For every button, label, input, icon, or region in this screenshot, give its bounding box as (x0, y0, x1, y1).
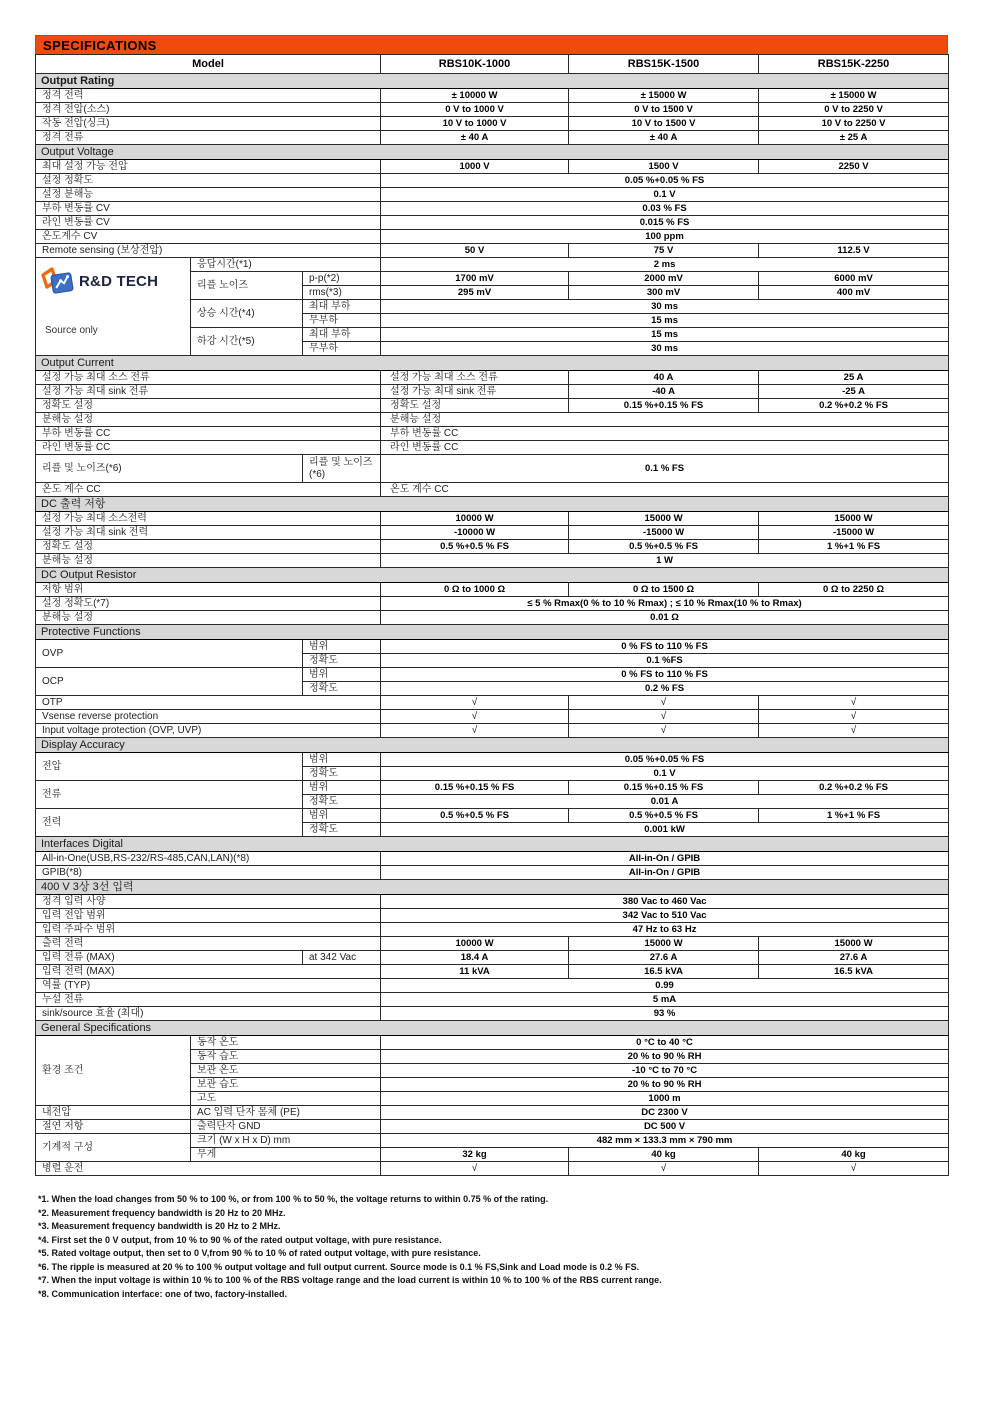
check-mark-value: √ (569, 710, 759, 724)
row-label: 저항 범위 (36, 583, 381, 597)
table-row (36, 1007, 949, 1021)
table-row (36, 1036, 949, 1050)
check-mark-value: √ (759, 696, 949, 710)
sub-row-label: 보관 습도 (191, 1078, 381, 1092)
row-label: 정격 전류 (36, 131, 381, 145)
row-label: 설정 가능 최대 sink 전류 (36, 385, 381, 399)
check-mark-value: √ (381, 724, 569, 738)
table-row (36, 103, 949, 117)
sub-row-label: 출력단자 GND (191, 1120, 381, 1134)
table-row (36, 455, 949, 483)
spec-value: 0.15 %+0.15 % FS (569, 399, 759, 413)
model-column-header: RBS10K-1000 (381, 55, 569, 74)
table-row (36, 724, 949, 738)
spec-value: -15000 W (759, 526, 949, 540)
section-header: DC 출력 저항 (36, 497, 949, 512)
sub-row-label: rms(*3) (303, 286, 381, 300)
row-label: 부하 변동률 CV (36, 202, 381, 216)
table-row (36, 427, 949, 441)
table-row (36, 696, 949, 710)
row-label: 누설 전류 (36, 993, 381, 1007)
spec-value: 0 Ω to 1500 Ω (569, 583, 759, 597)
row-label: 온도계수 CV (36, 230, 381, 244)
spec-value: 15000 W (569, 937, 759, 951)
section-header: General Specifications (36, 1021, 949, 1036)
spec-value: 20 % to 90 % RH (381, 1078, 949, 1092)
sub-row-label: 범위 (303, 753, 381, 767)
section-header-row (36, 880, 949, 895)
table-row (36, 895, 949, 909)
sub-row-label: 최대 부하 (303, 328, 381, 342)
spec-value: 1 %+1 % FS (759, 809, 949, 823)
table-row (36, 526, 949, 540)
spec-value: 40 A (569, 371, 759, 385)
row-label: 정확도 설정 (36, 540, 381, 554)
table-row (36, 540, 949, 554)
sub-row-label: 최대 부하 (303, 300, 381, 314)
spec-value: ± 40 A (381, 131, 569, 145)
spec-value: ≤ 5 % Rmax(0 % to 10 % Rmax) ; ≤ 10 % Rmax(10 % to Rmax) (381, 597, 949, 611)
row-label: 설정 정확도 (36, 174, 381, 188)
table-row (36, 258, 949, 272)
spec-value: 15000 W (759, 512, 949, 526)
spec-value: 50 V (381, 244, 569, 258)
footnote-line: *8. Communication interface: one of two, factory-installed. (38, 1288, 288, 1299)
row-label: 정확도 설정 (36, 399, 381, 413)
sub-row-label: 범위 (303, 781, 381, 795)
spec-value: ± 15000 W (569, 89, 759, 103)
spec-value: 0.15 %+0.15 % FS (381, 781, 569, 795)
spec-value: 2000 mV (569, 272, 759, 286)
spec-value: 1000 m (381, 1092, 949, 1106)
spec-value: DC 500 V (381, 1120, 949, 1134)
spec-value: 0.99 (381, 979, 949, 993)
model-column-header: RBS15K-2250 (759, 55, 949, 74)
spec-value: 482 mm × 133.3 mm × 790 mm (381, 1134, 949, 1148)
spec-value: 30 ms (381, 342, 949, 356)
row-label: 정격 전력 (36, 89, 381, 103)
sub-row-label: 하강 시간(*5) (191, 328, 303, 356)
duplicate-row-label: 설정 가능 최대 sink 전류 (381, 385, 569, 399)
duplicate-row-label: 부하 변동률 CC (381, 427, 949, 441)
table-row (36, 399, 949, 413)
table-row (36, 554, 949, 568)
spec-value: 0.1 % FS (381, 455, 949, 483)
sub-row-label: 정확도 (303, 654, 381, 668)
table-row (36, 483, 949, 497)
section-header-row (36, 1021, 949, 1036)
spec-value: ± 25 A (759, 131, 949, 145)
model-column-header: RBS15K-1500 (569, 55, 759, 74)
sub-row-label: 정확도 (303, 823, 381, 837)
check-mark-value: √ (569, 696, 759, 710)
table-row (36, 583, 949, 597)
row-label: 정격 입력 사양 (36, 895, 381, 909)
brand-logo (40, 266, 186, 296)
spec-value: 25 A (759, 371, 949, 385)
spec-value: 0.2 %+0.2 % FS (759, 399, 949, 413)
footnote-line: *2. Measurement frequency bandwidth is 20 Hz to 20 MHz. (38, 1207, 286, 1218)
spec-value: ± 40 A (569, 131, 759, 145)
spec-value: 1700 mV (381, 272, 569, 286)
table-row (36, 512, 949, 526)
spec-value: 1 %+1 % FS (759, 540, 949, 554)
spec-value: 0.01 Ω (381, 611, 949, 625)
table-row (36, 965, 949, 979)
spec-value: 10000 W (381, 512, 569, 526)
sub-row-label: 무부하 (303, 314, 381, 328)
spec-value: 0 V to 1500 V (569, 103, 759, 117)
spec-value: 1000 V (381, 160, 569, 174)
specifications-header: SPECIFICATIONS (35, 35, 948, 54)
row-label: OVP (36, 640, 303, 668)
table-row (36, 89, 949, 103)
sub-row-label: 범위 (303, 809, 381, 823)
spec-value: 1 W (381, 554, 949, 568)
spec-value: 0 °C to 40 °C (381, 1036, 949, 1050)
duplicate-row-label: 온도 계수 CC (381, 483, 949, 497)
spec-value: 112.5 V (759, 244, 949, 258)
sub-row-label: 고도 (191, 1092, 381, 1106)
rd-tech-logo-icon (40, 266, 76, 296)
table-row (36, 597, 949, 611)
row-label: 기계적 구성 (36, 1134, 191, 1162)
section-header-row (36, 74, 949, 89)
spec-value: 16.5 kVA (569, 965, 759, 979)
spec-value: 100 ppm (381, 230, 949, 244)
check-mark-value: √ (759, 710, 949, 724)
spec-value: 10 V to 1500 V (569, 117, 759, 131)
sub-row-label: 정확도 (303, 682, 381, 696)
footnote-line: *7. When the input voltage is within 10 % to 100 % of the RBS voltage range and the load current is within 10 % to 100 % of the RBS current range. (38, 1275, 662, 1285)
row-label: 전류 (36, 781, 303, 809)
spec-value: 342 Vac to 510 Vac (381, 909, 949, 923)
spec-value: DC 2300 V (381, 1106, 949, 1120)
sub-row-label: 크기 (W x H x D) mm (191, 1134, 381, 1148)
spec-value: -10000 W (381, 526, 569, 540)
footnote-line: *1. When the load changes from 50 % to 100 %, or from 100 % to 50 %, the voltage returns to within 0.75 % of the rating. (38, 1194, 549, 1204)
spec-value: 2 ms (381, 258, 949, 272)
check-mark-value: √ (759, 724, 949, 738)
spec-value: 0.5 %+0.5 % FS (381, 809, 569, 823)
table-row (36, 781, 949, 795)
spec-value: 0 % FS to 110 % FS (381, 668, 949, 682)
row-label: 설정 정확도(*7) (36, 597, 381, 611)
table-row (36, 668, 949, 682)
table-row (36, 117, 949, 131)
table-row (36, 909, 949, 923)
spec-value: 10000 W (381, 937, 569, 951)
sub-row-label: AC 입력 단자 몸체 (PE) (191, 1106, 381, 1120)
spec-value: 2250 V (759, 160, 949, 174)
section-header: Output Voltage (36, 145, 949, 160)
sub-row-label: 무부하 (303, 342, 381, 356)
spec-value: 295 mV (381, 286, 569, 300)
row-label: 설정 분해능 (36, 188, 381, 202)
row-label: 출력 전력 (36, 937, 381, 951)
spec-value: 0.5 %+0.5 % FS (381, 540, 569, 554)
check-mark-value: √ (381, 710, 569, 724)
row-label: 입력 전류 (MAX) (36, 951, 303, 965)
spec-value: 15000 W (759, 937, 949, 951)
sub-row-label: 상승 시간(*4) (191, 300, 303, 328)
row-label: 입력 주파수 범위 (36, 923, 381, 937)
row-label: 역률 (TYP) (36, 979, 381, 993)
table-row (36, 710, 949, 724)
brand-name: R&D TECH (79, 272, 159, 290)
section-header-row (36, 497, 949, 512)
row-label: 정격 전압(소스) (36, 103, 381, 117)
sub-row-label: at 342 Vac (303, 951, 381, 965)
spec-value: 15000 W (569, 512, 759, 526)
row-label: 라인 변동률 CV (36, 216, 381, 230)
row-label: Vsense reverse protection (36, 710, 381, 724)
footnote-line: *4. First set the 0 V output, from 10 % to 90 % of the rated output voltage, with pure resistance. (38, 1234, 442, 1245)
brand-logo-cell (36, 258, 191, 356)
table-row (36, 174, 949, 188)
spec-value: 0.03 % FS (381, 202, 949, 216)
row-label: 라인 변동률 CC (36, 441, 381, 455)
table-row (36, 216, 949, 230)
footnote-line: *6. The ripple is measured at 20 % to 100 % output voltage and full output current. Source mode is 0.1 % FS,Sink and Load mode is 0.2 % FS. (38, 1261, 640, 1272)
spec-value: 0.5 %+0.5 % FS (569, 809, 759, 823)
spec-value: 0 V to 2250 V (759, 103, 949, 117)
sub-row-label: 리플 노이즈 (191, 272, 303, 300)
footnote-line: *3. Measurement frequency bandwidth is 20 Hz to 2 MHz. (38, 1221, 281, 1231)
section-header-row (36, 568, 949, 583)
spec-value: 0 % FS to 110 % FS (381, 640, 949, 654)
row-label: 내전압 (36, 1106, 191, 1120)
table-row (36, 809, 949, 823)
section-header-row (36, 356, 949, 371)
row-label: GPIB(*8) (36, 866, 381, 880)
spec-value: 16.5 kVA (759, 965, 949, 979)
row-label: 리플 및 노이즈(*6) (36, 455, 303, 483)
row-label: All-in-One(USB,RS-232/RS-485,CAN,LAN)(*8) (36, 852, 381, 866)
row-label: 분해능 설정 (36, 413, 381, 427)
spec-value: All-in-On / GPIB (381, 866, 949, 880)
footnote-line: *5. Rated voltage output, then set to 0 V,from 90 % to 10 % of rated output voltage, with pure resistance. (38, 1248, 481, 1258)
row-label: 설정 가능 최대 소스 전류 (36, 371, 381, 385)
row-label: 최대 설정 가능 전압 (36, 160, 381, 174)
sub-row-label: 동작 온도 (191, 1036, 381, 1050)
spec-value: 0.015 % FS (381, 216, 949, 230)
spec-value: 0.05 %+0.05 % FS (381, 753, 949, 767)
sub-row-label: 정확도 (303, 767, 381, 781)
check-mark-value: √ (569, 724, 759, 738)
row-label: 온도 계수 CC (36, 483, 381, 497)
row-label: OTP (36, 696, 381, 710)
table-row (36, 385, 949, 399)
row-label: Input voltage protection (OVP, UVP) (36, 724, 381, 738)
row-label: 전압 (36, 753, 303, 781)
table-row (36, 937, 949, 951)
spec-value: All-in-On / GPIB (381, 852, 949, 866)
spec-value: 75 V (569, 244, 759, 258)
spec-value: 0.001 kW (381, 823, 949, 837)
table-row (36, 852, 949, 866)
row-label: 입력 전압 범위 (36, 909, 381, 923)
table-row (36, 230, 949, 244)
spec-value: 0.1 %FS (381, 654, 949, 668)
row-label: sink/source 효율 (최대) (36, 1007, 381, 1021)
spec-value: -25 A (759, 385, 949, 399)
spec-value: -40 A (569, 385, 759, 399)
section-header-row (36, 625, 949, 640)
spec-value: 10 V to 1000 V (381, 117, 569, 131)
table-row (36, 611, 949, 625)
sub-row-label: 정확도 (303, 795, 381, 809)
table-row (36, 202, 949, 216)
row-label: OCP (36, 668, 303, 696)
table-row (36, 753, 949, 767)
table-row (36, 160, 949, 174)
row-label: Remote sensing (보상전압) (36, 244, 381, 258)
source-only-note: Source only (45, 325, 98, 336)
row-label: 절연 저항 (36, 1120, 191, 1134)
row-label: 설정 가능 최대 소스전력 (36, 512, 381, 526)
spec-value: 0.1 V (381, 767, 949, 781)
sub-row-label: 동작 습도 (191, 1050, 381, 1064)
spec-value: 15 ms (381, 328, 949, 342)
row-label: 전력 (36, 809, 303, 837)
section-header: 400 V 3상 3선 입력 (36, 880, 949, 895)
section-header: Output Current (36, 356, 949, 371)
table-row (36, 993, 949, 1007)
duplicate-row-label: 분해능 설정 (381, 413, 949, 427)
row-label: 부하 변동률 CC (36, 427, 381, 441)
section-header: Protective Functions (36, 625, 949, 640)
row-label: 병렬 운전 (36, 1162, 381, 1176)
table-row (36, 55, 949, 74)
section-header: Output Rating (36, 74, 949, 89)
spec-value: 6000 mV (759, 272, 949, 286)
spec-value: ± 10000 W (381, 89, 569, 103)
spec-value: 0.01 A (381, 795, 949, 809)
spec-value: 30 ms (381, 300, 949, 314)
spec-value: 0 V to 1000 V (381, 103, 569, 117)
check-mark-value: √ (381, 696, 569, 710)
table-row (36, 244, 949, 258)
table-row (36, 923, 949, 937)
sub-row-label: 범위 (303, 668, 381, 682)
section-header: DC Output Resistor (36, 568, 949, 583)
table-row (36, 979, 949, 993)
check-mark-value: √ (381, 1162, 569, 1176)
spec-value: 93 % (381, 1007, 949, 1021)
section-header: Display Accuracy (36, 738, 949, 753)
section-header-row (36, 738, 949, 753)
table-row (36, 371, 949, 385)
row-label: 설정 가능 최대 sink 전력 (36, 526, 381, 540)
table-row (36, 1106, 949, 1120)
spec-value: 0.15 %+0.15 % FS (569, 781, 759, 795)
footnotes (35, 1193, 948, 1301)
spec-value: 10 V to 2250 V (759, 117, 949, 131)
table-row (36, 188, 949, 202)
spec-value: 47 Hz to 63 Hz (381, 923, 949, 937)
spec-value: 400 mV (759, 286, 949, 300)
spec-value: 5 mA (381, 993, 949, 1007)
duplicate-row-label: 라인 변동률 CC (381, 441, 949, 455)
spec-value: 0.1 V (381, 188, 949, 202)
check-mark-value: √ (759, 1162, 949, 1176)
sub-row-label: 무게 (191, 1148, 381, 1162)
spec-value: 11 kVA (381, 965, 569, 979)
duplicate-row-label: 정확도 설정 (381, 399, 569, 413)
table-row (36, 1134, 949, 1148)
spec-value: 0 Ω to 1000 Ω (381, 583, 569, 597)
spec-value: ± 15000 W (759, 89, 949, 103)
table-row (36, 1120, 949, 1134)
spec-value: 40 kg (759, 1148, 949, 1162)
spec-value: 380 Vac to 460 Vac (381, 895, 949, 909)
row-label: 분해능 설정 (36, 611, 381, 625)
sub-row-label: 범위 (303, 640, 381, 654)
sub-row-label: 보관 온도 (191, 1064, 381, 1078)
spec-sheet-page (35, 35, 948, 1301)
spec-value: 300 mV (569, 286, 759, 300)
sub-row-label: p-p(*2) (303, 272, 381, 286)
spec-value: 0.2 % FS (381, 682, 949, 696)
row-label: 분해능 설정 (36, 554, 381, 568)
spec-value: -15000 W (569, 526, 759, 540)
spec-value: -10 °C to 70 °C (381, 1064, 949, 1078)
sub-row-label: 응답시간(*1) (191, 258, 381, 272)
table-row (36, 413, 949, 427)
sub-row-label: 리플 및 노이즈(*6) (303, 455, 381, 483)
spec-value: 1500 V (569, 160, 759, 174)
spec-value: 0.2 %+0.2 % FS (759, 781, 949, 795)
spec-value: 15 ms (381, 314, 949, 328)
table-row (36, 1162, 949, 1176)
spec-value: 0.05 %+0.05 % FS (381, 174, 949, 188)
table-row (36, 441, 949, 455)
check-mark-value: √ (569, 1162, 759, 1176)
row-label: 입력 전력 (MAX) (36, 965, 381, 979)
spec-value: 0.5 %+0.5 % FS (569, 540, 759, 554)
model-row-label: Model (36, 55, 381, 74)
spec-value: 27.6 A (569, 951, 759, 965)
spec-table (35, 54, 949, 1176)
spec-value: 40 kg (569, 1148, 759, 1162)
table-row (36, 131, 949, 145)
spec-value: 20 % to 90 % RH (381, 1050, 949, 1064)
section-header-row (36, 837, 949, 852)
spec-value: 18.4 A (381, 951, 569, 965)
table-row (36, 640, 949, 654)
row-label: 작동 전압(싱크) (36, 117, 381, 131)
spec-value: 27.6 A (759, 951, 949, 965)
section-header-row (36, 145, 949, 160)
duplicate-row-label: 설정 가능 최대 소스 전류 (381, 371, 569, 385)
table-row (36, 866, 949, 880)
spec-value: 32 kg (381, 1148, 569, 1162)
spec-value: 0 Ω to 2250 Ω (759, 583, 949, 597)
table-row (36, 951, 949, 965)
row-label: 환경 조건 (36, 1036, 191, 1106)
section-header: Interfaces Digital (36, 837, 949, 852)
